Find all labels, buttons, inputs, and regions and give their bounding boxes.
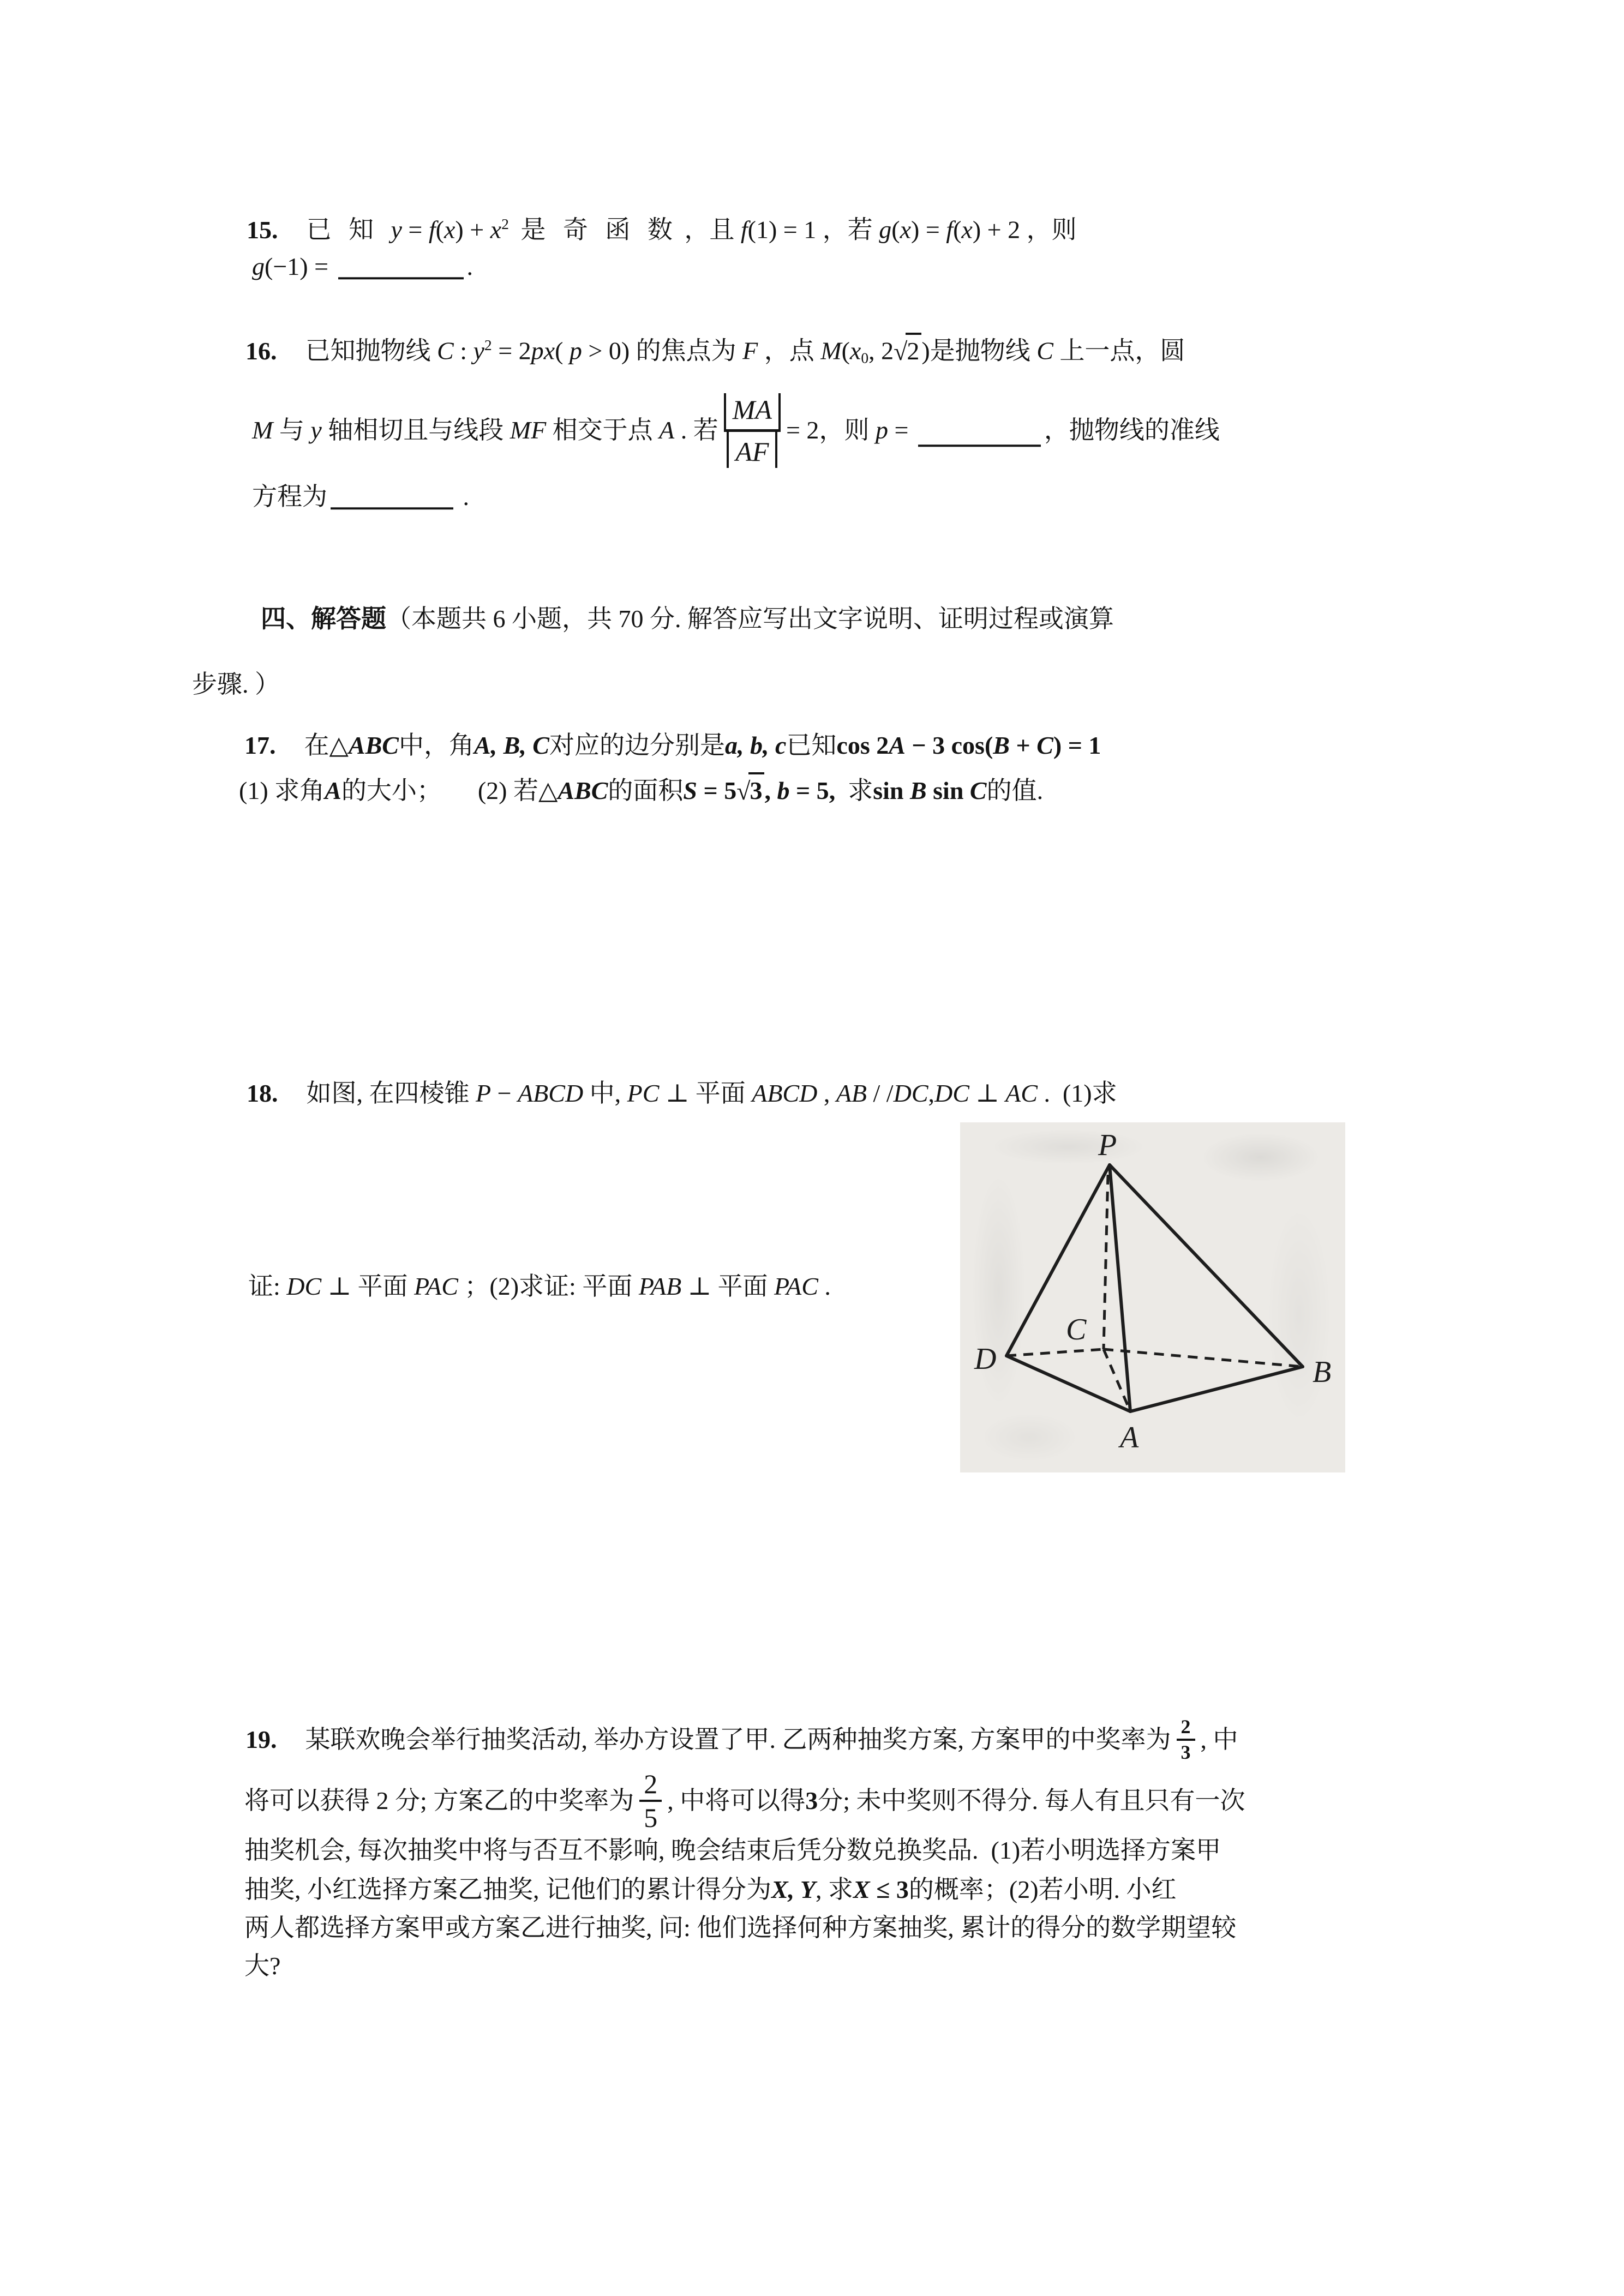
problem-17-line-2: (1) 求角A的大小； (2) 若△ABC的面积S = 5√3, b = 5, 求sin B sin C的值. [239,772,1043,807]
problem-19-line-4: 抽奖, 小红选择方案乙抽奖, 记他们的累计得分为X, Y, 求X ≤ 3的概率；(2)若小明. 小红 [244,1876,1177,1903]
problem-19-line-1: 19. 某联欢晚会举行抽奖活动, 举办方设置了甲. 乙两种抽奖方案, 方案甲的中奖率为 $\frac{2}{3}$ , 中 [245,1715,1238,1763]
problem-18-line-2: 证: DC ⊥ 平面 PAC ；(2)求证: 平面 PAB ⊥ 平面 PAC . [248,1272,831,1300]
edge-PD [1006,1165,1110,1356]
edge-DC-dashed [1006,1349,1104,1356]
problem-15-line-1: 15. 已 知 $y = f(x) + x^2$ 是 奇 函 数 ，且 f(1) = 1 ，若 g(x) = f(x) + 2 ，则 [247,215,1077,244]
problem-16-line-1: 16. 已知抛物线 C : $y^2 = 2px$( p > 0) 的焦点为 F ，点 $M(x_0$, 2√2)是抛物线 C 上一点，圆 [245,329,1185,374]
problem-17-line-1: 17. 在△ABC中，角A, B, C对应的边分别是a, b, c已知cos 2A − 3 cos(B + C) = 1 [244,731,1101,759]
problem-15-line-2: g(−1) = . [252,253,474,280]
edge-DA [1006,1356,1130,1411]
edge-AB [1130,1367,1303,1411]
pyramid-diagram [960,1122,1345,1472]
section-4-header-line-2: 步骤. ） [192,670,280,698]
edge-PA [1110,1165,1130,1411]
problem-19-line-6: 大? [244,1952,281,1980]
problem-19-line-3: 抽奖机会, 每次抽奖中将与否互不影响, 晚会结束后凭分数兑换奖品. (1)若小明选择方案甲 [244,1836,1221,1864]
vertex-label-A: A [1120,1421,1139,1454]
problem-16-line-3: 方程为 . [252,483,469,510]
edge-PC-dashed [1104,1175,1108,1349]
problem-18-figure [960,1122,1345,1472]
edge-PB [1110,1165,1303,1367]
problem-18-line-1: 18. 如图, 在四棱锥 P − ABCD 中, PC ⊥ 平面 ABCD , AB / /DC,DC ⊥ AC . (1)求 [247,1079,1117,1107]
vertex-label-C: C [1066,1313,1087,1347]
problem-19-line-5: 两人都选择方案甲或方案乙进行抽奖, 问: 他们选择何种方案抽奖, 累计的得分的数学期望较 [244,1914,1237,1942]
edge-CB-dashed [1104,1349,1303,1367]
vertex-label-B: B [1313,1355,1332,1389]
problem-19-line-2: 将可以获得 2 分; 方案乙的中奖率为 $\frac{2}{5}$ , 中将可以得 3 分; 未中奖则不得分. 每人有且只有一次 [244,1769,1245,1833]
vertex-label-P: P [1098,1128,1117,1162]
problem-16-line-2: M 与 y 轴相切且与线段 MF 相交于点 A . 若 $\frac{MA}{AF}$ = 2 ，则 p = ，抛物线的准线 [252,394,1220,467]
section-4-header-line-1: 四、解答题（本题共 6 小题，共 70 分. 解答应写出文字说明、证明过程或演算 [261,605,1114,633]
vertex-label-D: D [974,1342,997,1376]
